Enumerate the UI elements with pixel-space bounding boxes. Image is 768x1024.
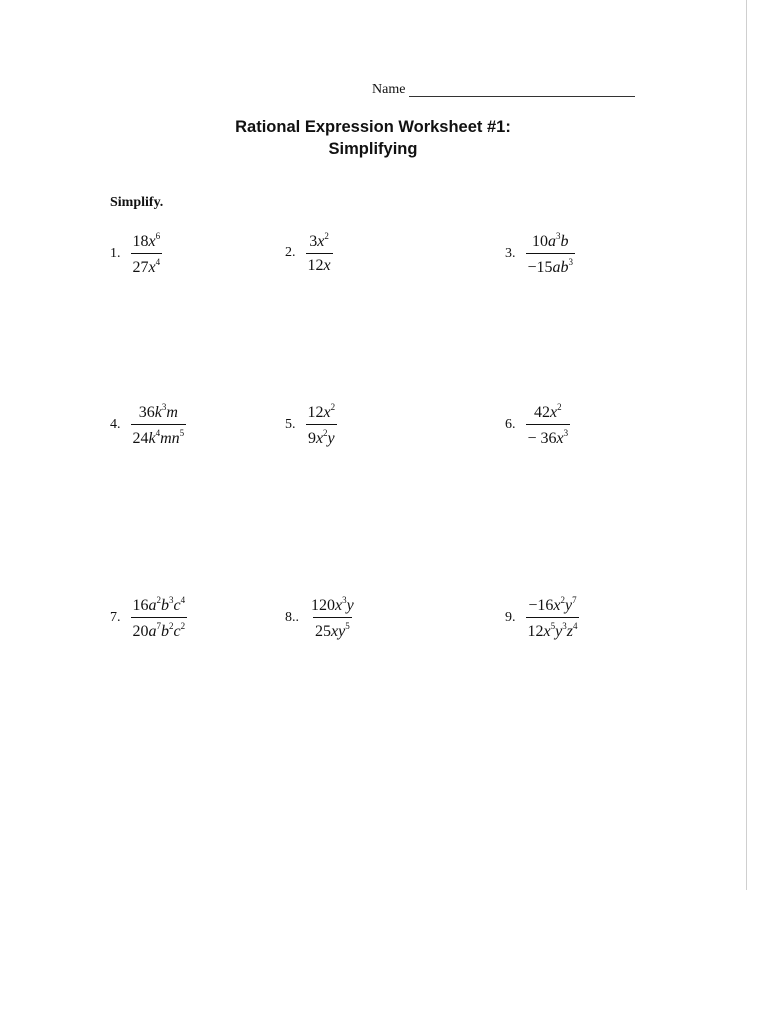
fraction [131,596,188,640]
problem-number: 5. [285,417,296,432]
name-label: Name [372,82,406,97]
numerator: $18x^6$ [132,231,161,250]
problem-number: 9. [505,610,516,625]
denominator: $9x^2y$ [306,424,337,447]
fraction [309,596,356,640]
numerator: $10a^3b$ [532,231,569,250]
numerator: $3x^2$ [309,231,329,250]
fraction [306,403,338,447]
numerator: $36k^3m$ [138,402,178,421]
problem-6 [505,403,570,447]
problem-number: 4. [110,417,121,432]
numerator: $16a^2b^3c^4$ [132,595,186,614]
page-edge-line [746,0,747,890]
fraction [306,232,333,274]
fraction [526,232,576,276]
problem-number: 2. [285,245,296,260]
problem-8 [285,596,356,640]
numerator: $12x^2$ [307,402,336,421]
numerator: $42x^2$ [534,402,562,421]
denominator: $24k^4mn^5$ [131,424,187,447]
name-blank-line [409,96,635,97]
denominator: 12x [306,253,333,274]
problem-number: 7. [110,610,121,625]
problem-1 [110,232,162,276]
instruction-text: Simplify. [110,195,164,210]
fraction [131,403,187,447]
problem-5 [285,403,337,447]
fraction [526,403,571,447]
problem-9 [505,596,579,640]
denominator: $20a^7b^2c^2$ [131,617,188,640]
problem-number: 6. [505,417,516,432]
problem-number: 8.. [285,610,299,625]
denominator: $25xy^5$ [313,617,352,640]
worksheet-title: Rational Expression Worksheet #1: [235,118,511,136]
numerator: $-16x^2y^7$ [528,595,577,614]
problem-4 [110,403,186,447]
fraction [526,596,580,640]
denominator: $27x^4$ [131,253,163,276]
denominator: − $36x^3$ [526,424,571,447]
problem-2 [285,232,333,274]
numerator: $120x^3y$ [311,595,354,614]
problem-number: 3. [505,246,516,261]
problem-7 [110,596,187,640]
denominator: $12x^5y^3z^4$ [526,617,580,640]
denominator: $-15ab^3$ [526,253,576,276]
worksheet-subtitle: Simplifying [328,140,418,158]
fraction [131,232,163,276]
problem-3 [505,232,575,276]
problem-number: 1. [110,246,121,261]
